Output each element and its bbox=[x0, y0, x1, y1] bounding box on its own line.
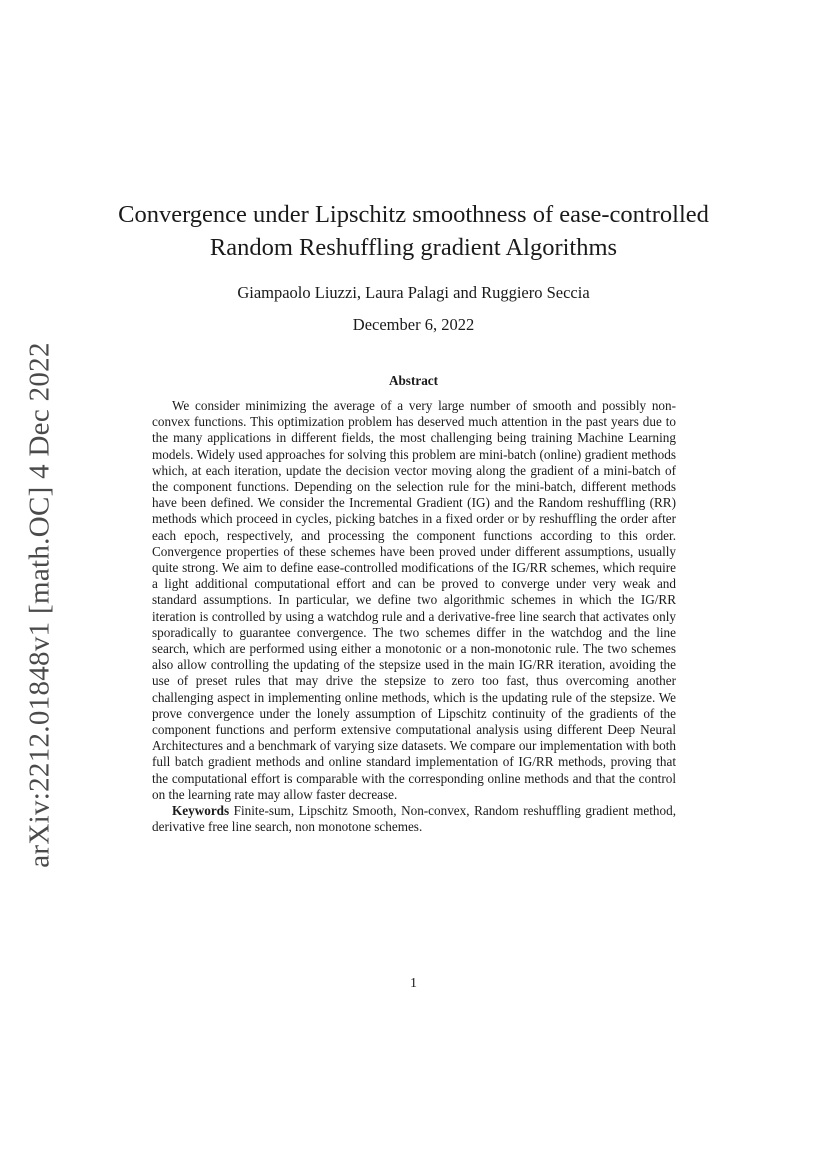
paper-title bbox=[100, 198, 727, 264]
title-line-1: Convergence under Lipschitz smoothness of ease-controlled bbox=[118, 201, 709, 228]
authors: Giampaolo Liuzzi, Laura Palagi and Ruggiero Seccia bbox=[237, 283, 590, 302]
keywords bbox=[152, 803, 676, 835]
date: December 6, 2022 bbox=[352, 315, 475, 334]
keywords-label: Keywords bbox=[172, 803, 230, 819]
keywords-text: Finite-sum, Lipschitz Smooth, Non-convex, Random reshuffling gradient method, derivative free line search, non monotone schemes. bbox=[152, 803, 676, 835]
title-line-2: Random Reshuffling gradient Algorithms bbox=[209, 234, 618, 261]
abstract-text: We consider minimizing the average of a very large number of smooth and possibly non-convex functions. This optimization problem has deserved much attention in the past years due to the many applications in different fields, the most challenging being training Machine Learning models. Widely used approaches for solving this problem are mini-batch (online) gradient methods which, at each iteration, update the decision vector moving along the gradient of a mini-batch of the component functions. Depending on the selection rule for the mini-batch, different methods have been defined. We consider the Incremental Gradient (IG) and the Random reshuffling (RR) methods which proceed in cycles, picking batches in a fixed order or by reshuffling the order after each epoch, respectively, and processing the component functions according to this order. Convergence properties of these schemes have been proved under different assumptions, usually quite strong. We aim to define ease-controlled modifications of the IG/RR schemes, which require a light additional computational effort and can be proved to converge under very weak and standard assumptions. In particular, we define two algorithmic schemes in which the IG/RR iteration is controlled by using a watchdog rule and a derivative-free line search that activates only sporadically to guarantee convergence. The two schemes differ in the watchdog and the line search, which are performed using either a monotonic or a non-monotonic rule. The two schemes also allow controlling the updating of the stepsize used in the main IG/RR iteration, avoiding the use of preset rules that may drive the stepsize to zero too fast, thus overcoming another challenging aspect in implementing online methods, which is the updating rule of the stepsize. We prove convergence under the lonely assumption of Lipschitz continuity of the gradients of the component functions and perform extensive computational analysis using different Deep Neural Architectures and a benchmark of varying size datasets. We compare our implementation with both full batch gradient methods and online standard implementation of IG/RR methods, proving that the computational effort is comparable with the corresponding online methods and that the control on the learning rate may allow faster decrease. bbox=[152, 398, 676, 802]
abstract-section bbox=[152, 398, 676, 835]
abstract-heading: Abstract bbox=[388, 373, 439, 388]
page-number: 1 bbox=[410, 976, 417, 991]
arxiv-identifier: arXiv:2212.01848v1 [math.OC] 4 Dec 2022 bbox=[23, 342, 56, 868]
